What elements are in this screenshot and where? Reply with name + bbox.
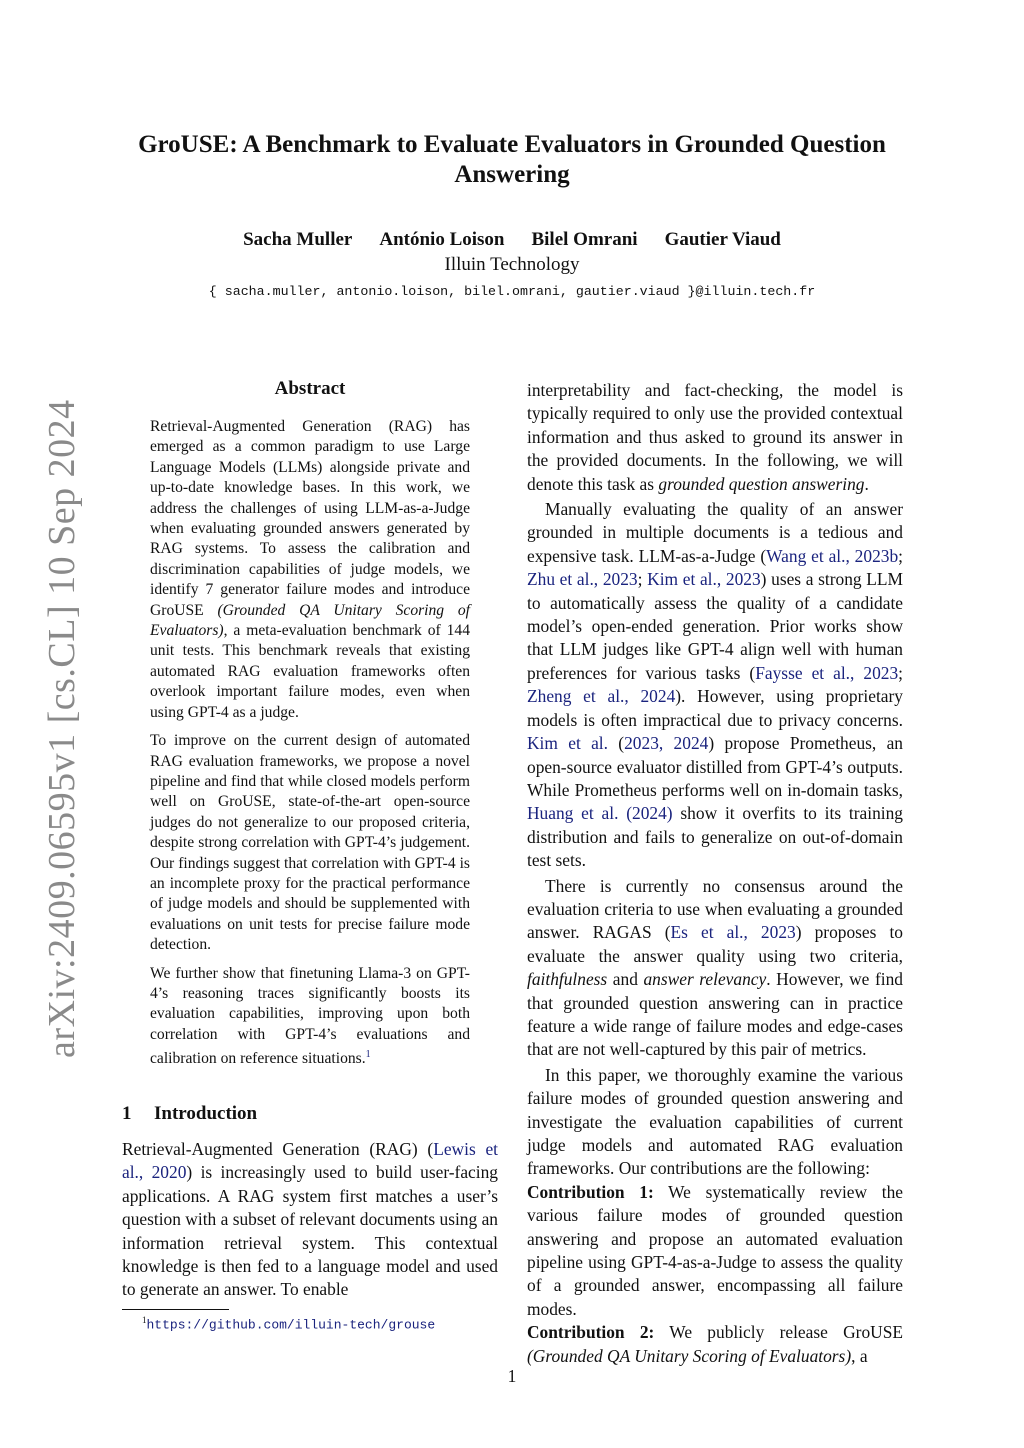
citation-link[interactable]: Es et al., 2023 [670, 922, 796, 943]
section-number: 1 [122, 1103, 132, 1124]
paragraph: In this paper, we thoroughly examine the various failure modes of grounded question answering and investigate the evaluation capabilities of current judge models and automated RAG evaluation frameworks. Our contributions are the following: [527, 1064, 903, 1179]
paragraph: interpretability and fact-checking, the model is typically required to only use the provided contextual information and thus asked to ground its answer in the provided documents. In the following, we will denote this task as grounded question answering. [527, 380, 903, 494]
author-name: Sacha Muller [243, 229, 353, 250]
footnote-number: 1 [142, 1315, 147, 1325]
contribution-1: Contribution 1: We systematically review the various failure modes of grounded question answering and propose an automated evaluation pipeline using GPT-4-as-a-Judge to assess the quality of a grounded answer, encompassing all failure modes. [527, 1181, 903, 1319]
footnote-url-link[interactable]: https://github.com/illuin-tech/grouse [146, 1317, 436, 1333]
footnote-marker[interactable]: 1 [365, 1049, 371, 1061]
author-emails: { sacha.muller, antonio.loison, bilel.omrani, gautier.viaud }@illuin.tech.fr [208, 284, 816, 299]
arxiv-identifier: arXiv:2409.06595v1 [cs.CL] 10 Sep 2024 [41, 399, 83, 1058]
section-heading-introduction [122, 1103, 257, 1125]
author-name: António Loison [379, 229, 505, 250]
citation-link[interactable]: 2023, 2024 [624, 733, 709, 754]
author-list [100, 229, 924, 251]
abstract-heading: Abstract [274, 378, 346, 399]
paper-title: GroUSE: A Benchmark to Evaluate Evaluators in Grounded Question Answering [138, 131, 886, 188]
footnote [142, 1315, 435, 1332]
section-title: Introduction [154, 1103, 258, 1124]
abstract-body [150, 417, 470, 1078]
footnote-rule [122, 1309, 229, 1310]
contribution-2: Contribution 2: We publicly release GroUSE (Grounded QA Unitary Scoring of Evaluators), a [527, 1322, 903, 1366]
intro-paragraph-1: Retrieval-Augmented Generation (RAG) (Lewis et al., 2020) is increasingly used to build user-facing applications. A RAG system first matches a user’s question with a subset of relevant documents using an information retrieval system. This contextual knowledge is then fed to a language model and used to generate an answer. To enable [122, 1139, 499, 1300]
citation-link[interactable]: Kim et al., 2023 [647, 569, 761, 590]
author-name: Bilel Omrani [531, 229, 638, 250]
abstract-paragraph-2: To improve on the current design of automated RAG evaluation frameworks, we propose a novel pipeline and find that while closed models perform well on GroUSE, state-of-the-art open-source judges do not generalize to our proposed criteria, despite strong correlation with GPT-4’s judgement. Our findings suggest that correlation with GPT-4 is an incomplete proxy for the practical performance of judge models and should be supplemented with evaluations on unit tests for precise failure mode detection. [150, 732, 470, 954]
paragraph: There is currently no consensus around the evaluation criteria to use when evaluating a grounded answer. RAGAS (Es et al., 2023) proposes to evaluate the answer quality using two criteria, faithfulness and answer relevancy. However, we find that grounded question answering can in practice feature a wide range of failure modes and edge-cases that are not well-captured by this pair of metrics. [527, 875, 904, 1060]
citation-link[interactable]: Zheng et al., 2024 [527, 686, 676, 707]
paragraph: Manually evaluating the quality of an answer grounded in multiple documents is a tedious and expensive task. LLM-as-a-Judge (Wang et al., 2023b; Zhu et al., 2023; Kim et al., 2023) uses a strong LLM to automatically assess the quality of a candidate model’s open-ended generation. Prior works show that LLM judges like GPT-4 align well with human preferences for various tasks (Faysse et al., 2023; Zheng et al., 2024). However, using proprietary models is often impractical due to privacy concerns. Kim et al. (2023, 2024) propose Prometheus, an open-source evaluator distilled from GPT-4’s outputs. While Prometheus performs well on in-domain tasks, Huang et al. (2024) show it overfits to its training distribution and fails to generalize on out-of-domain test sets. [527, 499, 904, 871]
author-name: Gautier Viaud [664, 229, 781, 250]
citation-link[interactable]: Kim et al. [527, 733, 608, 754]
right-column-text [527, 379, 903, 1368]
citation-link[interactable]: Zhu et al., 2023 [527, 569, 638, 590]
affiliation: Illuin Technology [444, 254, 580, 275]
citation-link[interactable]: Lewis et al., 2020 [122, 1139, 498, 1183]
page-number: 1 [507, 1366, 517, 1386]
citation-link[interactable]: Wang et al., 2023b [766, 545, 899, 566]
abstract-paragraph-1: Retrieval-Augmented Generation (RAG) has emerged as a common paradigm to use Large Language Models (LLMs) alongside private and up-to-date knowledge bases. In this work, we address the challenges of using LLM-as-a-Judge when evaluating grounded answers generated by RAG systems. To assess the calibration and discrimination capabilities of judge models, we identify 7 generator failure modes and introduce GroUSE (Grounded QA Unitary Scoring of Evaluators), a meta-evaluation benchmark of 144 unit tests. This benchmark reveals that existing automated RAG evaluation frameworks often overlook important failure modes, even when using GPT-4 as a judge. [150, 418, 470, 721]
citation-link[interactable]: Faysse et al., 2023 [755, 662, 899, 683]
citation-link[interactable]: Huang et al. (2024) [527, 803, 673, 824]
abstract-paragraph-3: We further show that finetuning Llama-3 on GPT-4’s reasoning traces significantly boosts its evaluation capabilities, improving upon both correlation with GPT-4’s evaluations and calibration on reference situations.$^1$ [150, 964, 470, 1068]
